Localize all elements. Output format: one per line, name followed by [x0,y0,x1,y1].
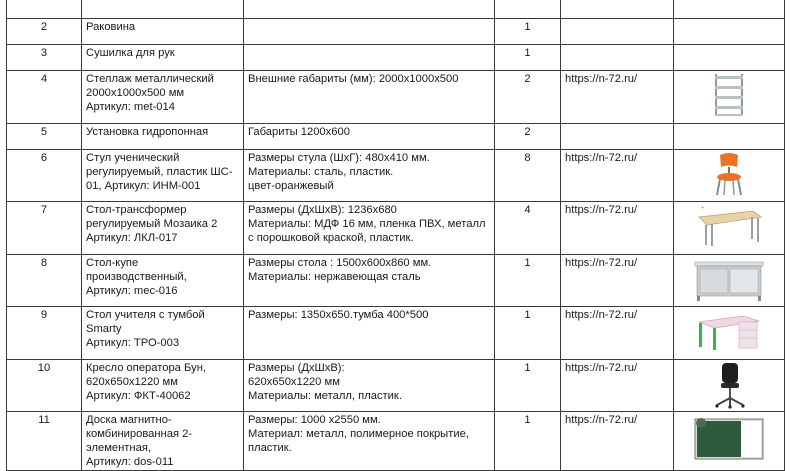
shelf-icon [709,72,749,118]
item-quantity: 8 [495,150,561,202]
item-quantity [495,0,561,19]
chair-icon [709,151,749,197]
item-quantity: 1 [495,360,561,412]
cabinet-table-icon [691,256,767,302]
table-row [7,150,785,202]
item-name: Сушилка для рук [82,45,244,71]
item-name: Стол-трансформер регулируемый Мозаика 2 Артикул: ЛКЛ-017 [82,202,244,255]
item-quantity: 1 [495,412,561,471]
item-link[interactable]: https://n-72.ru/ [561,307,674,360]
item-name: Стол учителя с тумбой Smarty Артикул: ТРО-003 [82,307,244,360]
item-link[interactable]: https://n-72.ru/ [561,71,674,124]
table-row [7,0,785,19]
row-number: 9 [7,307,82,360]
item-link[interactable]: https://n-72.ru/ [561,360,674,412]
row-number [7,0,82,19]
item-image-cell [674,45,785,71]
item-description [244,0,495,19]
table-row [7,19,785,45]
item-link[interactable]: https://n-72.ru/ [561,412,674,471]
item-name: Раковина [82,19,244,45]
item-link[interactable]: https://n-72.ru/ [561,255,674,307]
row-number: 7 [7,202,82,255]
row-number: 10 [7,360,82,412]
item-link [561,19,674,45]
item-name [82,0,244,19]
item-description [244,45,495,71]
desk-icon [693,203,765,249]
item-quantity: 2 [495,71,561,124]
table-row [7,202,785,255]
item-quantity: 2 [495,124,561,150]
item-description: Размеры (ДхШхВ): 620х650х1220 мм Материалы: металл, пластик. [244,360,495,412]
table-row [7,45,785,71]
item-quantity: 1 [495,255,561,307]
item-quantity: 1 [495,307,561,360]
item-description: Размеры (ДхШхВ): 1236х680 Материалы: МДФ 16 мм, пленка ПВХ, металл с порошковой краской, пластик. [244,202,495,255]
item-description: Размеры: 1350х650.тумба 400*500 [244,307,495,360]
item-name: Кресло оператора Бун, 620х650х1220 мм Артикул: ФКТ-40062 [82,360,244,412]
item-quantity: 1 [495,45,561,71]
item-link[interactable]: https://n-72.ru/ [561,150,674,202]
item-image-cell [674,307,785,360]
item-name: Установка гидропонная [82,124,244,150]
table-row [7,71,785,124]
item-name: Стеллаж металлический 2000х1000х500 мм Артикул: met-014 [82,71,244,124]
item-quantity: 1 [495,19,561,45]
item-description: Габариты 1200х600 [244,124,495,150]
row-number: 8 [7,255,82,307]
item-link [561,0,674,19]
item-image-cell [674,412,785,471]
row-number: 4 [7,71,82,124]
item-image-cell [674,255,785,307]
teacher-desk-icon [693,308,765,354]
item-image-cell [674,202,785,255]
row-number: 11 [7,412,82,471]
item-image-cell [674,150,785,202]
item-image-cell [674,19,785,45]
table-row [7,307,785,360]
svg-text:✶: ✶ [701,205,705,210]
item-description: Размеры стола : 1500х600х860 мм. Материалы: нержавеющая сталь [244,255,495,307]
row-number: 5 [7,124,82,150]
item-description: Размеры: 1000 х2550 мм. Материал: металл, полимерное покрытие, пластик. [244,412,495,471]
table-row [7,360,785,412]
item-image-cell [674,71,785,124]
office-chair-icon [709,361,749,409]
item-name: Стул ученический регулируемый, пластик ШС- 01, Артикул: ИНМ-001 [82,150,244,202]
table-row [7,124,785,150]
item-description [244,19,495,45]
item-description: Внешние габариты (мм): 2000х1000х500 [244,71,495,124]
item-quantity: 4 [495,202,561,255]
item-link[interactable]: https://n-72.ru/ [561,202,674,255]
item-description: Размеры стула (ШхГ): 480х410 мм. Материалы: сталь, пластик. цвет-оранжевый [244,150,495,202]
board-icon [691,413,767,463]
item-image-cell [674,0,785,19]
table-row [7,412,785,471]
item-image-cell [674,124,785,150]
item-link [561,124,674,150]
equipment-table [6,0,785,471]
row-number: 6 [7,150,82,202]
table-row [7,255,785,307]
row-number: 3 [7,45,82,71]
item-name: Доска магнитно- комбинированная 2- элементная, Артикул: dos-011 [82,412,244,471]
row-number: 2 [7,19,82,45]
item-link [561,45,674,71]
item-image-cell [674,360,785,412]
item-name: Стол-купе производственный, Артикул: mec-016 [82,255,244,307]
